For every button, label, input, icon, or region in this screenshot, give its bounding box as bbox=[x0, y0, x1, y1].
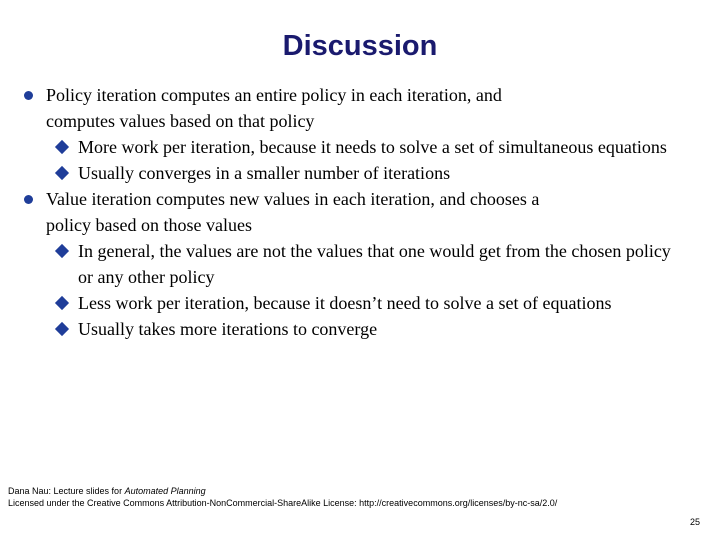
footer-license: Licensed under the Creative Commons Attribution-NonCommercial-ShareAlike License: http://creativecommons.org/licenses/by-nc-sa/2.0/ bbox=[8, 498, 558, 508]
diamond-bullet-icon bbox=[55, 322, 69, 336]
sub-bullet-text: Less work per iteration, because it doesn’t need to solve a set of equations bbox=[78, 293, 612, 313]
bullet-text: Policy iteration computes an entire policy in each iteration, and computes values based on that policy bbox=[46, 85, 502, 131]
sub-bullet bbox=[0, 160, 720, 186]
diamond-bullet-icon bbox=[55, 244, 69, 258]
diamond-bullet-icon bbox=[55, 140, 69, 154]
sub-bullet-text: In general, the values are not the values that one would get from the chosen policy or any other policy bbox=[78, 241, 671, 287]
round-bullet-icon bbox=[24, 91, 33, 100]
bullet-text: Value iteration computes new values in each iteration, and chooses a policy based on those values bbox=[46, 189, 540, 235]
bullet-policy-iteration bbox=[0, 82, 566, 134]
footer-book-title: Automated Planning bbox=[124, 486, 206, 496]
diamond-bullet-icon bbox=[55, 296, 69, 310]
sub-bullet-text: Usually converges in a smaller number of iterations bbox=[78, 163, 451, 183]
sub-bullet bbox=[0, 316, 720, 342]
sub-bullet bbox=[0, 134, 720, 160]
round-bullet-icon bbox=[24, 195, 33, 204]
sub-bullet bbox=[0, 290, 720, 316]
sub-bullet-text: More work per iteration, because it needs to solve a set of simultaneous equations bbox=[78, 137, 667, 157]
slide-footer bbox=[8, 485, 557, 509]
slide-body bbox=[0, 82, 720, 342]
sub-bullet-text: Usually takes more iterations to converge bbox=[78, 319, 378, 339]
footer-prefix: Dana Nau: Lecture slides for bbox=[8, 486, 125, 496]
slide-title: Discussion bbox=[282, 30, 438, 62]
sub-bullet bbox=[0, 238, 720, 290]
page-number: 25 bbox=[690, 517, 701, 527]
bullet-value-iteration bbox=[0, 186, 566, 238]
footer-credit bbox=[8, 485, 557, 497]
diamond-bullet-icon bbox=[55, 166, 69, 180]
